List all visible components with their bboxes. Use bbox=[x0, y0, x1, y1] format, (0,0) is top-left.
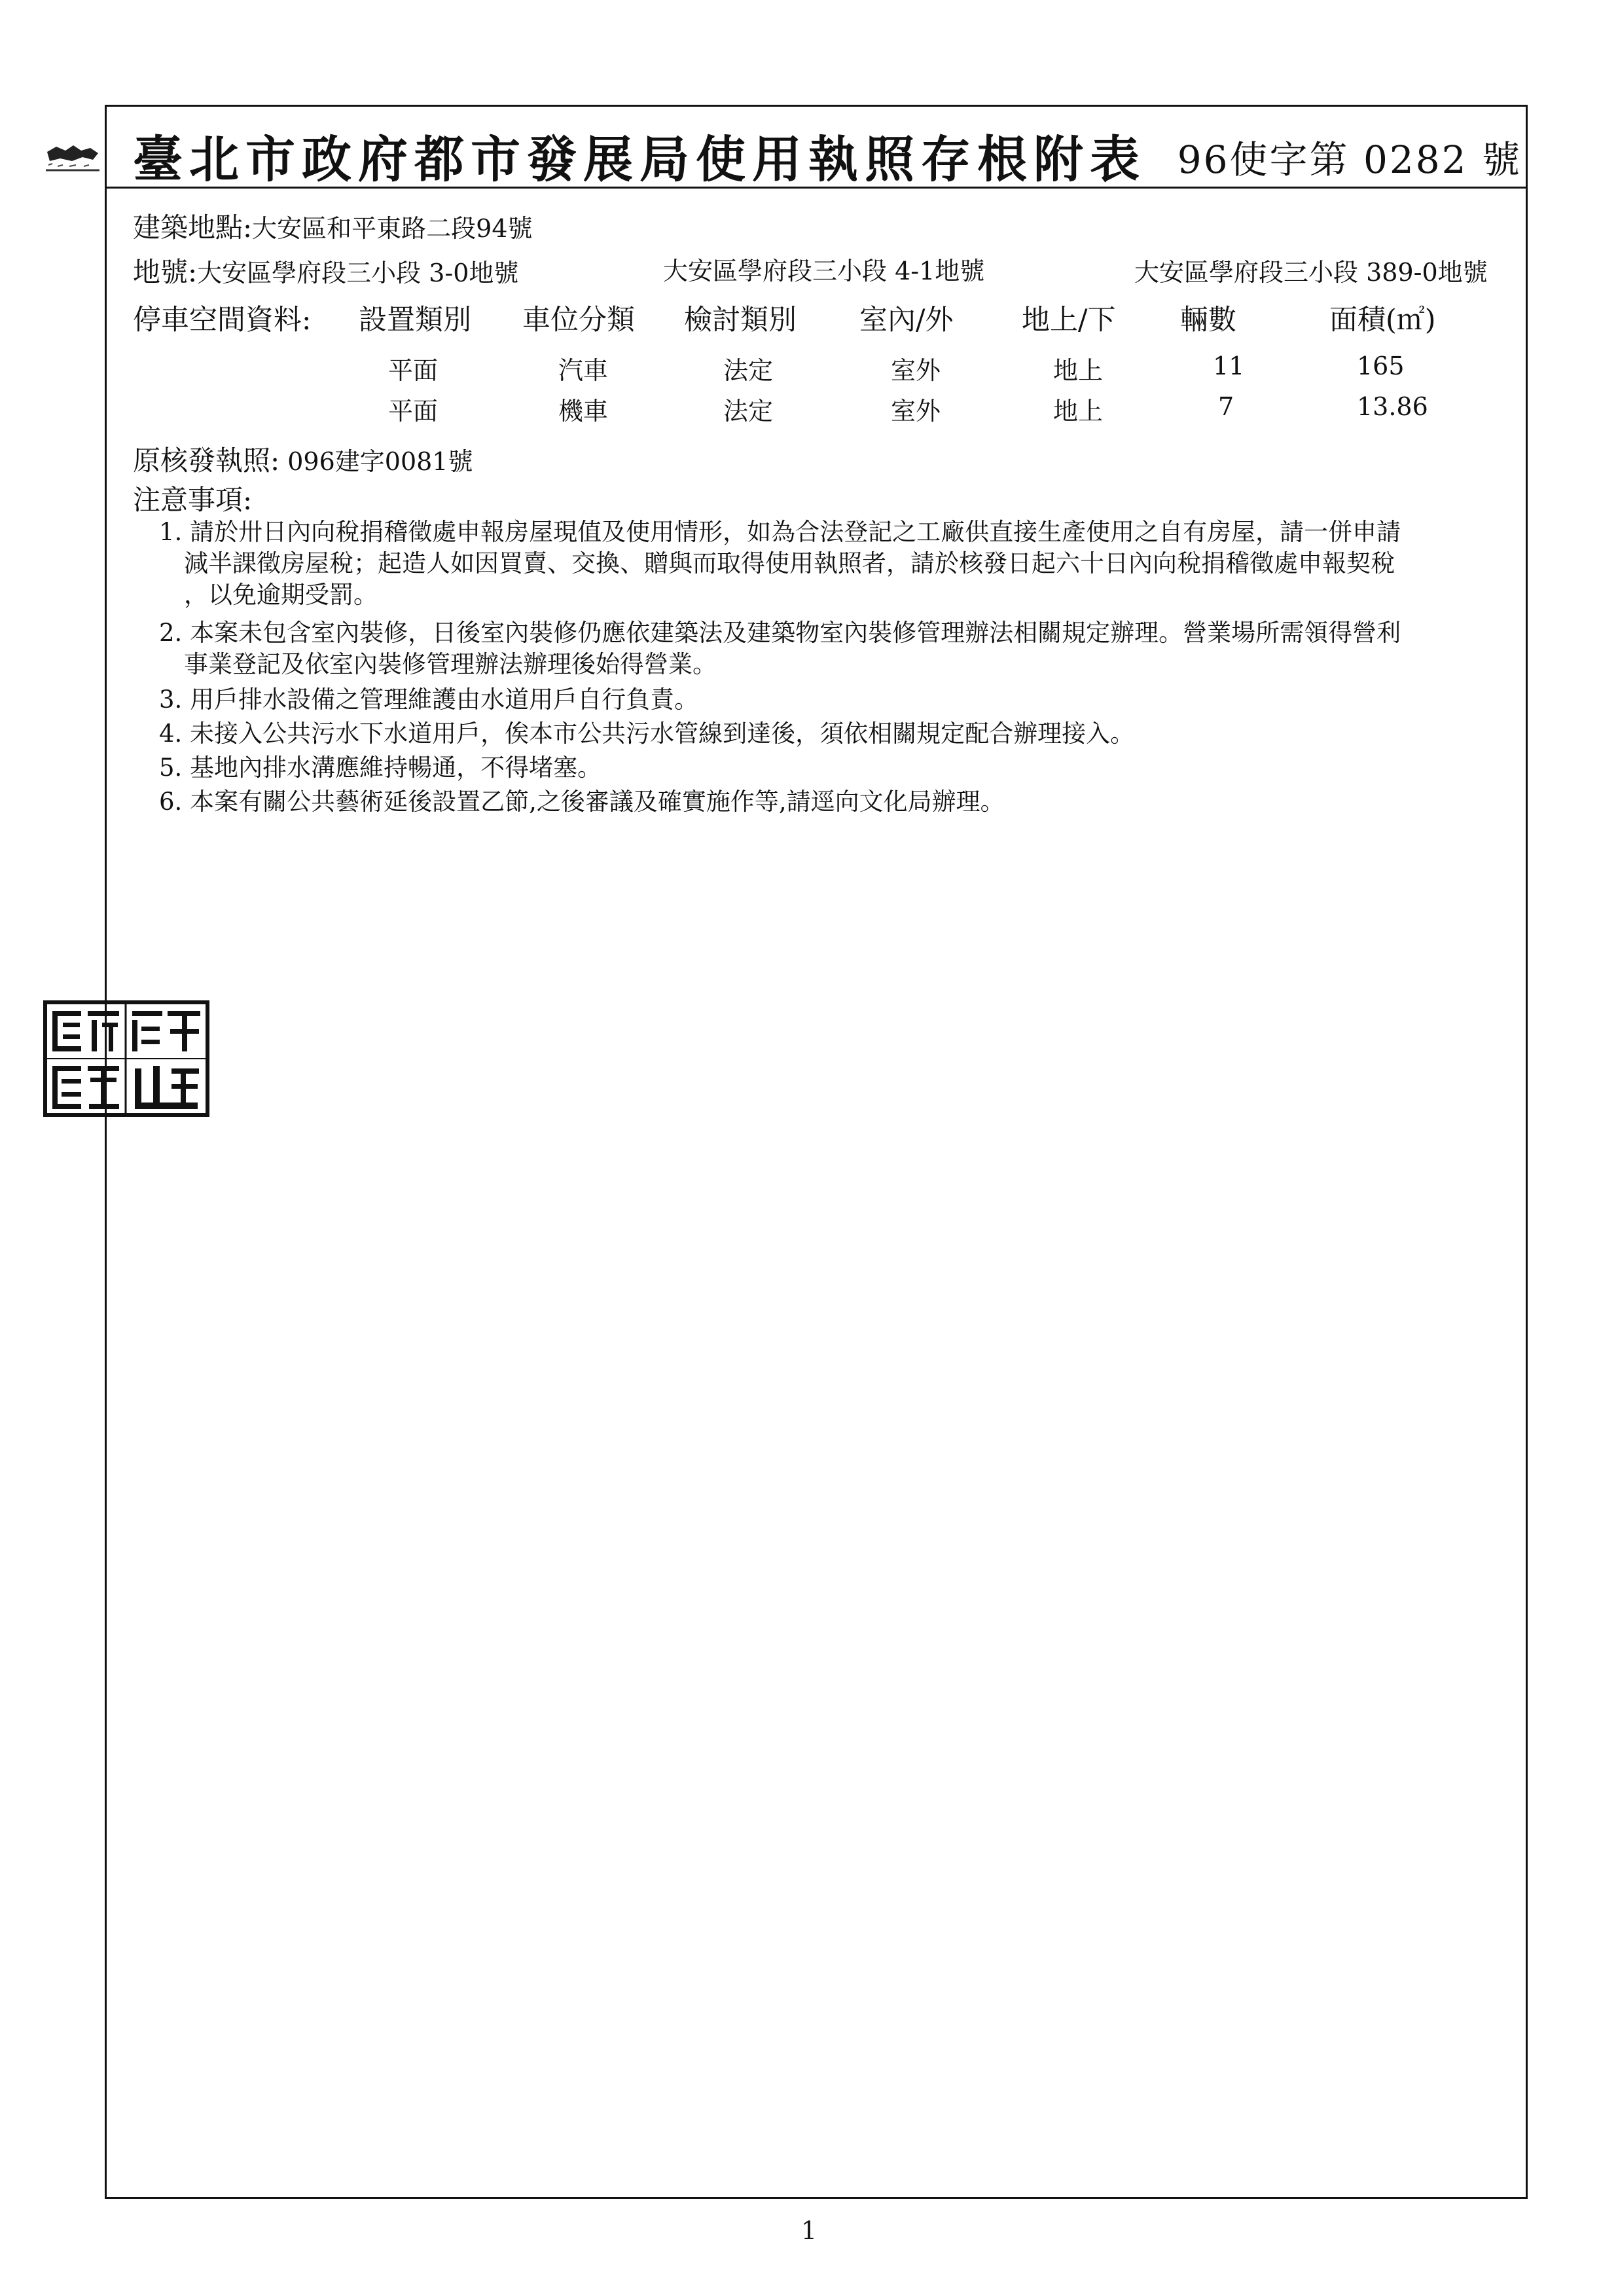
parking-row-2-above-below: 地上 bbox=[1053, 397, 1104, 426]
parking-row-2-space-class: 機車 bbox=[558, 397, 609, 426]
note-item-2 bbox=[159, 617, 1527, 680]
official-seal-stamp bbox=[43, 1000, 209, 1117]
original-permit-line bbox=[133, 439, 473, 479]
parking-header-area: 面積(㎡) bbox=[1329, 304, 1436, 337]
land-number-label: 地號: bbox=[133, 256, 198, 288]
note-6-number: 6. bbox=[159, 788, 183, 816]
parking-row-2-indoor-outdoor: 室外 bbox=[891, 397, 941, 426]
land-number-1: 大安區學府段三小段 3-0地號 bbox=[197, 259, 519, 287]
permit-number: 96使字第 0282 號 bbox=[1177, 137, 1522, 182]
parking-header-space-class: 車位分類 bbox=[522, 304, 635, 337]
scan-mark bbox=[43, 137, 102, 177]
note-3-number: 3. bbox=[159, 685, 183, 714]
original-permit-value: 096建字0081號 bbox=[287, 447, 473, 476]
note-5-number: 5. bbox=[159, 754, 183, 782]
note-1-line-3: ，以免逾期受罰。 bbox=[184, 581, 378, 609]
building-location-line bbox=[133, 206, 533, 246]
parking-row-2-count: 7 bbox=[1218, 392, 1234, 421]
note-5-line-1: 基地內排水溝應維持暢通，不得堵塞。 bbox=[190, 754, 602, 782]
parking-row-1-indoor-outdoor: 室外 bbox=[891, 356, 941, 385]
parking-row-1-review-type: 法定 bbox=[723, 356, 774, 385]
note-1-number: 1. bbox=[159, 518, 183, 546]
note-4-number: 4. bbox=[159, 720, 183, 748]
land-number-2: 大安區學府段三小段 4-1地號 bbox=[663, 257, 985, 285]
document-title: 臺北市政府都市發展局使用執照存根附表 bbox=[133, 130, 1146, 189]
parking-header-indoor-outdoor: 室內/外 bbox=[859, 304, 954, 337]
note-item-4 bbox=[159, 718, 1527, 750]
parking-row-2-review-type: 法定 bbox=[723, 397, 774, 426]
page-number: 1 bbox=[800, 2216, 818, 2245]
note-1-line-2: 減半課徵房屋稅；起造人如因買賣、交換、贈與而取得使用執照者，請於核發日起六十日內向稅捐稽徵處申報契稅 bbox=[184, 549, 1395, 577]
title-row bbox=[107, 107, 1526, 189]
parking-header-count: 輛數 bbox=[1180, 304, 1236, 337]
building-location-label: 建築地點: bbox=[133, 211, 253, 244]
parking-row-2-area: 13.86 bbox=[1357, 392, 1428, 421]
parking-header-review-type: 檢討類別 bbox=[684, 304, 797, 337]
original-permit-label: 原核發執照: bbox=[133, 445, 280, 477]
note-item-5 bbox=[159, 752, 1527, 784]
note-6-line-1: 本案有關公共藝術延後設置乙節,之後審議及確實施作等,請逕向文化局辦理。 bbox=[190, 788, 1005, 816]
note-item-1 bbox=[159, 517, 1527, 611]
parking-header-above-below: 地上/下 bbox=[1022, 304, 1116, 337]
parking-label: 停車空間資料: bbox=[133, 304, 312, 337]
note-2-line-1: 本案未包含室內裝修，日後室內裝修仍應依建築法及建築物室內裝修管理辦法相關規定辦理。營業場所需領得營利 bbox=[190, 619, 1401, 647]
parking-row-1-above-below: 地上 bbox=[1053, 356, 1104, 385]
notes-label: 注意事項: bbox=[133, 484, 253, 516]
note-2-line-2: 事業登記及依室內裝修管理辦法辦理後始得營業。 bbox=[184, 650, 717, 678]
document-frame bbox=[105, 105, 1528, 2199]
parking-row-1-area: 165 bbox=[1357, 352, 1405, 380]
land-number-line bbox=[133, 251, 518, 290]
note-1-line-1: 請於卅日內向稅捐稽徵處申報房屋現值及使用情形，如為合法登記之工廠供直接生產使用之自有房屋，請一併申請 bbox=[190, 518, 1401, 546]
note-3-line-1: 用戶排水設備之管理維護由水道用戶自行負責。 bbox=[190, 685, 699, 714]
note-4-line-1: 未接入公共污水下水道用戶，俟本市公共污水管線到達後，須依相關規定配合辦理接入。 bbox=[190, 720, 1135, 748]
land-number-3: 大安區學府段三小段 389-0地號 bbox=[1134, 258, 1488, 287]
building-location-value: 大安區和平東路二段94號 bbox=[252, 214, 533, 243]
parking-row-1-setup-type: 平面 bbox=[388, 356, 439, 385]
parking-row-2-setup-type: 平面 bbox=[388, 397, 439, 426]
note-2-number: 2. bbox=[159, 619, 183, 647]
parking-row-1-count: 11 bbox=[1213, 352, 1245, 380]
parking-header-setup-type: 設置類別 bbox=[359, 304, 471, 337]
parking-row-1-space-class: 汽車 bbox=[558, 356, 609, 385]
note-item-3 bbox=[159, 684, 1527, 716]
note-item-6 bbox=[159, 786, 1527, 818]
